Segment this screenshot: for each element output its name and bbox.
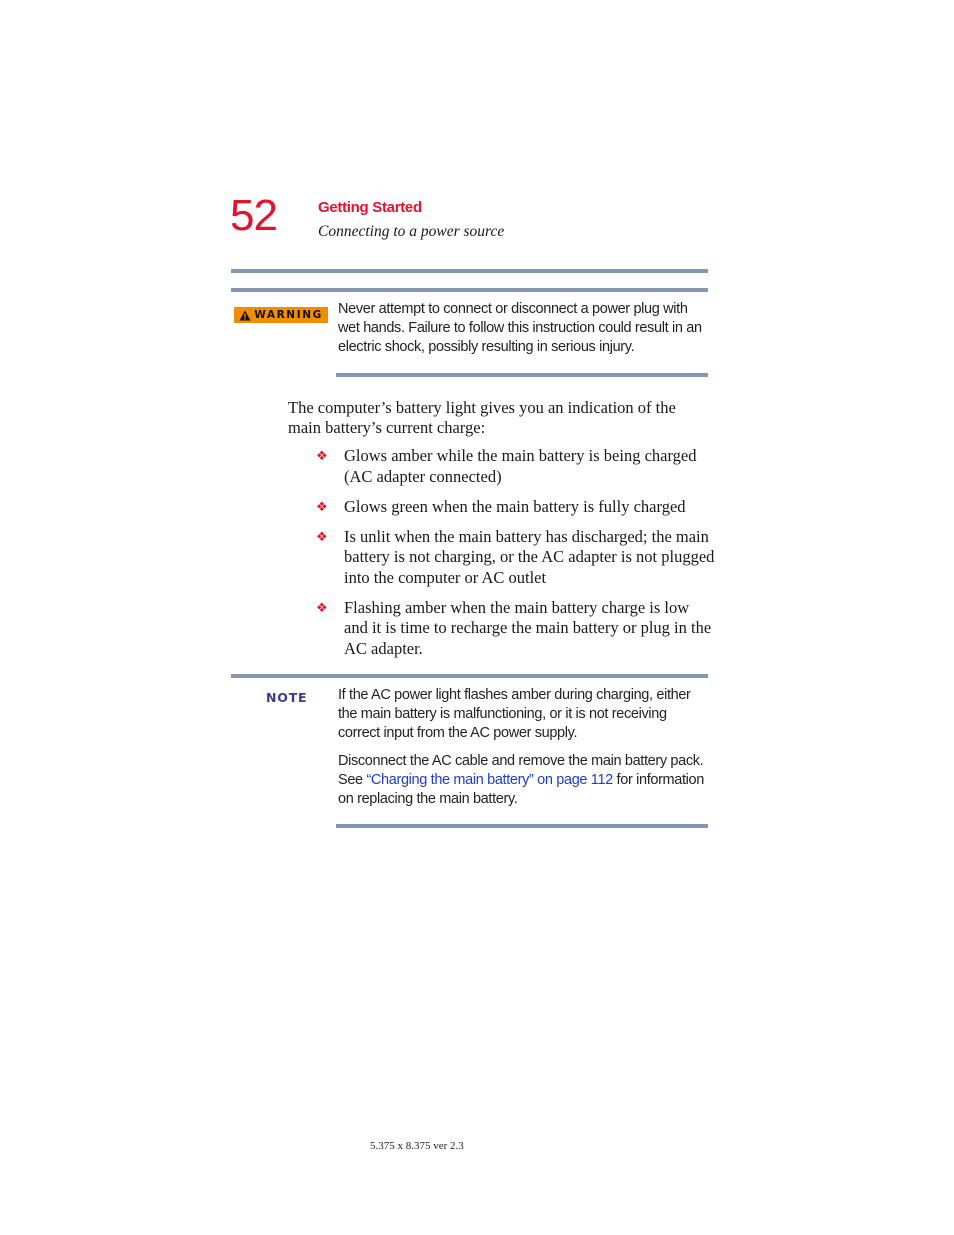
intro-paragraph: The computer’s battery light gives you an indication of the main battery’s current charge: (288, 398, 676, 437)
note-bottom-rule (336, 824, 708, 828)
warning-second-rule (231, 288, 708, 292)
list-item (316, 497, 716, 518)
note-paragraph-2 (338, 752, 710, 809)
list-item (316, 598, 716, 660)
warning-top-rule (231, 269, 708, 273)
note-paragraph-1: If the AC power light flashes amber during charging, either the main battery is malfunctioning, or it is not receiving correct input from the AC power supply. (338, 687, 691, 741)
page-number: 52 (230, 191, 277, 240)
bullet-icon: ❖ (316, 499, 328, 515)
bullet-icon: ❖ (316, 529, 328, 545)
warning-triangle-icon (239, 310, 251, 321)
chapter-title: Getting Started (318, 199, 422, 216)
list-item (316, 527, 716, 589)
charging-battery-link[interactable]: “Charging the main battery” on page 112 (366, 772, 613, 788)
list-item-text: Is unlit when the main battery has discharged; the main battery is not charging, or the AC adapter is not plugged into the computer or AC outlet (344, 526, 715, 587)
list-item-text: Glows green when the main battery is fully charged (344, 496, 686, 516)
warning-badge (234, 307, 328, 323)
battery-light-list (316, 446, 716, 669)
list-item-text: Glows amber while the main battery is being charged (AC adapter connected) (344, 446, 697, 486)
warning-bottom-rule (336, 373, 708, 377)
section-title: Connecting to a power source (318, 223, 505, 240)
list-item-text: Flashing amber when the main battery charge is low and it is time to recharge the main battery or plug in the AC adapter. (344, 597, 712, 658)
warning-label: WARNING (254, 309, 323, 321)
version-footer: 5.375 x 8.375 ver 2.3 (370, 1140, 464, 1152)
list-item (316, 446, 716, 487)
note-label: NOTE (266, 690, 308, 705)
note-top-rule (231, 674, 708, 678)
bullet-icon: ❖ (316, 449, 328, 464)
bullet-icon: ❖ (316, 600, 328, 616)
note-text-before: Disconnect the AC cable and remove the main battery pack. See (338, 753, 704, 788)
warning-text: Never attempt to connect or disconnect a power plug with wet hands. Failure to follow this instruction could result in an electric shock, possibly resulting in serious injury. (338, 301, 702, 355)
note-text-after: for information on replacing the main battery. (338, 772, 704, 807)
